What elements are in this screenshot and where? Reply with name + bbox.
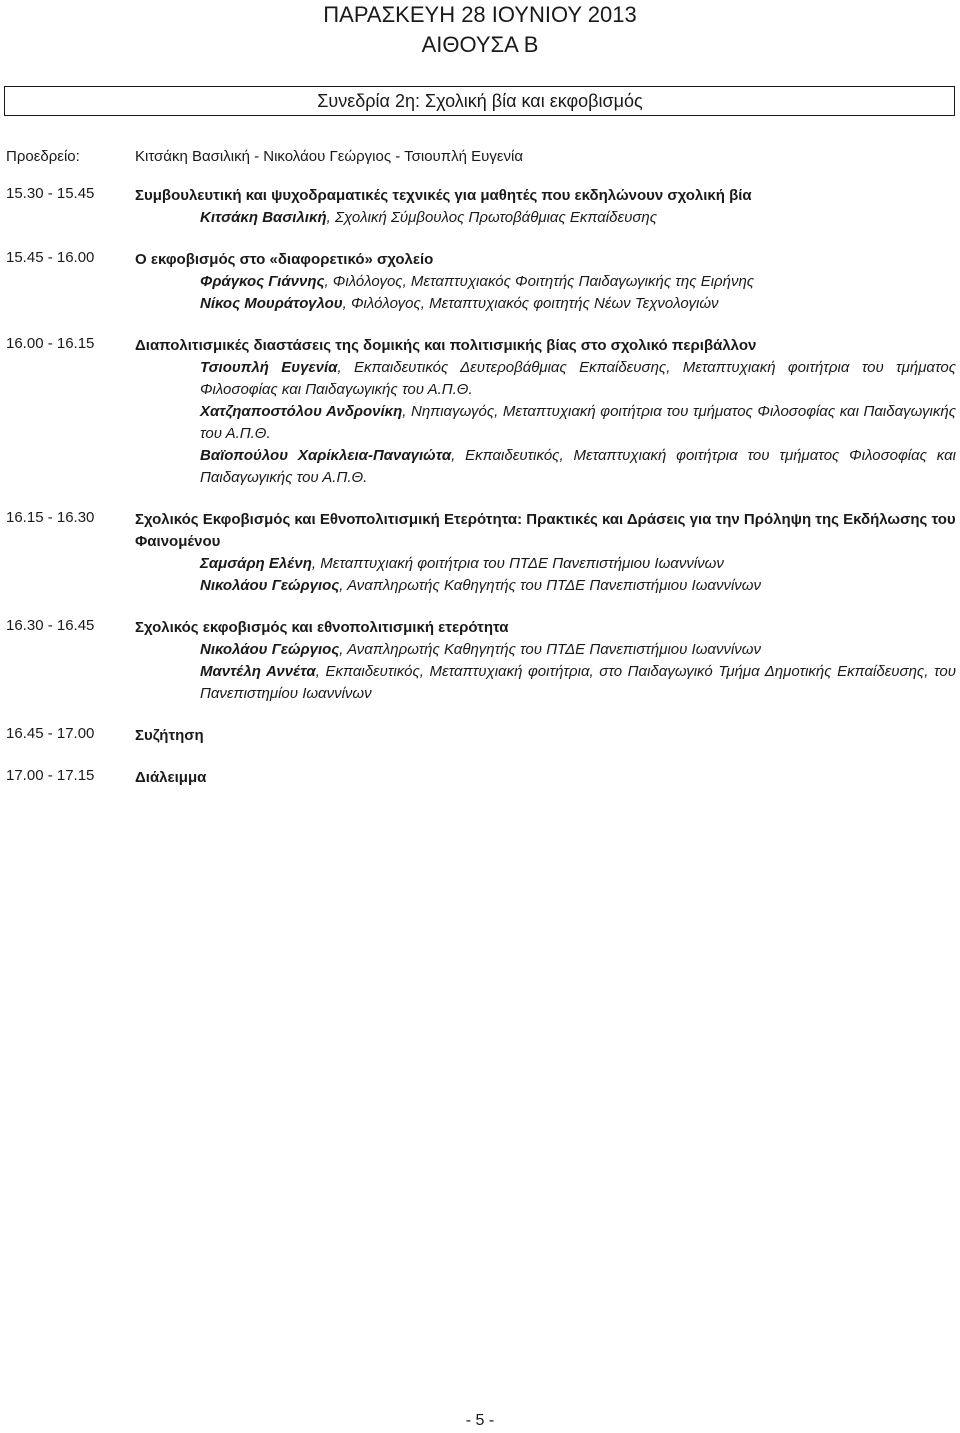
speaker-name: Νίκος Μουράτογλου [200, 295, 343, 312]
talk-time: 16.15 - 16.30 [6, 509, 95, 526]
program-row [6, 767, 956, 789]
speaker-affiliation: , Εκπαιδευτικός Δευτεροβάθμιας Εκπαίδευσης, Μεταπτυχιακή φοιτήτρια του τμήματος Φιλοσοφίας και Παιδαγωγικής του Α.Π.Θ. [200, 359, 956, 398]
speaker-entry [200, 575, 956, 597]
program-list [6, 148, 956, 809]
speaker-name: Σαμσάρη Ελένη [200, 555, 312, 572]
speaker-name: Τσιουπλή Ευγενία [200, 359, 338, 376]
speaker-name: Κιτσάκη Βασιλική [200, 209, 327, 226]
talk-title: Συζήτηση [135, 727, 204, 744]
talk-content [135, 617, 956, 705]
speaker-name: Μαντέλη Αννέτα [200, 663, 316, 680]
speaker-name: Νικολάου Γεώργιος [200, 577, 340, 594]
talk-time: 16.30 - 16.45 [6, 617, 95, 634]
program-row [6, 509, 956, 597]
talk-time: 17.00 - 17.15 [6, 767, 95, 784]
talk-content [135, 335, 956, 489]
chair-row [6, 148, 956, 165]
program-row [6, 185, 956, 229]
talk-content [135, 509, 956, 597]
speaker-entry [200, 553, 956, 575]
speaker-affiliation: , Μεταπτυχιακή φοιτήτρια του ΠΤΔΕ Πανεπιστήμιου Ιωαννίνων [311, 555, 724, 572]
talk-content [135, 249, 956, 315]
speaker-affiliation: , Αναπληρωτής Καθηγητής του ΠΤΔΕ Πανεπιστήμιου Ιωαννίνων [339, 577, 761, 594]
talk-time: 16.00 - 16.15 [6, 335, 95, 352]
room-name: ΑΙΘΟΥΣΑ Β [421, 32, 539, 57]
talk-content [135, 185, 956, 229]
chair-names: Κιτσάκη Βασιλική - Νικολάου Γεώργιος - Τσιουπλή Ευγενία [135, 148, 524, 165]
talk-title: Συμβουλευτική και ψυχοδραματικές τεχνικές για μαθητές που εκδηλώνουν σχολική βία [135, 187, 752, 204]
event-date: ΠΑΡΑΣΚΕΥΗ 28 ΙΟΥΝΙΟΥ 2013 [323, 2, 637, 27]
talk-time: 15.30 - 15.45 [6, 185, 95, 202]
speaker-affiliation: , Εκπαιδευτικός, Μεταπτυχιακή φοιτήτρια, στο Παιδαγωγικό Τμήμα Δημοτικής Εκπαίδευσης, του Πανεπιστημίου Ιωαννίνων [200, 663, 956, 702]
speaker-entry [200, 293, 956, 315]
speaker-affiliation: , Φιλόλογος, Μεταπτυχιακός φοιτητής Νέων Τεχνολογιών [342, 295, 719, 312]
speaker-name: Βαϊοπούλου Χαρίκλεια-Παναγιώτα [200, 447, 452, 464]
speaker-affiliation: , Αναπληρωτής Καθηγητής του ΠΤΔΕ Πανεπιστήμιου Ιωαννίνων [339, 641, 761, 658]
talk-title: Διάλειμμα [135, 769, 207, 786]
speaker-affiliation: , Νηπιαγωγός, Μεταπτυχιακή φοιτήτρια του τμήματος Φιλοσοφίας και Παιδαγωγικής του Α.Π.Θ. [200, 403, 956, 442]
program-row [6, 617, 956, 705]
talk-content [135, 767, 956, 789]
talks-list [6, 185, 956, 789]
session-title: Συνεδρία 2η: Σχολική βία και εκφοβισμός [317, 91, 643, 111]
talk-title: Διαπολιτισμικές διαστάσεις της δομικής και πολιτισμικής βίας στο σχολικό περιβάλλον [135, 337, 757, 354]
talk-title: Ο εκφοβισμός στο «διαφορετικό» σχολείο [135, 251, 434, 268]
page-number: - 5 - [465, 1412, 495, 1429]
page-heading [0, 0, 960, 60]
speaker-name: Χατζηαποστόλου Ανδρονίκη [200, 403, 403, 420]
talk-time: 15.45 - 16.00 [6, 249, 95, 266]
program-row [6, 725, 956, 747]
program-row [6, 249, 956, 315]
talk-title: Σχολικός Εκφοβισμός και Εθνοπολιτισμική Ετερότητα: Πρακτικές και Δράσεις για την Πρόληψη της Εκδήλωσης του Φαινομένου [135, 511, 956, 550]
speaker-affiliation: , Εκπαιδευτικός, Μεταπτυχιακή φοιτήτρια του τμήματος Φιλοσοφίας και Παιδαγωγικής του Α.Π.Θ. [200, 447, 956, 486]
speaker-entry [200, 401, 956, 445]
talk-content [135, 725, 956, 747]
speaker-entry [200, 271, 956, 293]
speaker-name: Νικολάου Γεώργιος [200, 641, 340, 658]
talk-title: Σχολικός εκφοβισμός και εθνοπολιτισμική ετερότητα [135, 619, 509, 636]
speaker-affiliation: , Σχολική Σύμβουλος Πρωτοβάθμιας Εκπαίδευσης [326, 209, 657, 226]
program-row [6, 335, 956, 489]
speaker-entry [200, 639, 956, 661]
speaker-entry [200, 445, 956, 489]
talk-time: 16.45 - 17.00 [6, 725, 95, 742]
speaker-affiliation: , Φιλόλογος, Μεταπτυχιακός Φοιτητής Παιδαγωγικής της Ειρήνης [324, 273, 755, 290]
speaker-name: Φράγκος Γιάννης [200, 273, 325, 290]
speaker-entry [200, 207, 956, 229]
chair-label: Προεδρείο: [6, 148, 80, 165]
speaker-entry [200, 661, 956, 705]
speaker-entry [200, 357, 956, 401]
